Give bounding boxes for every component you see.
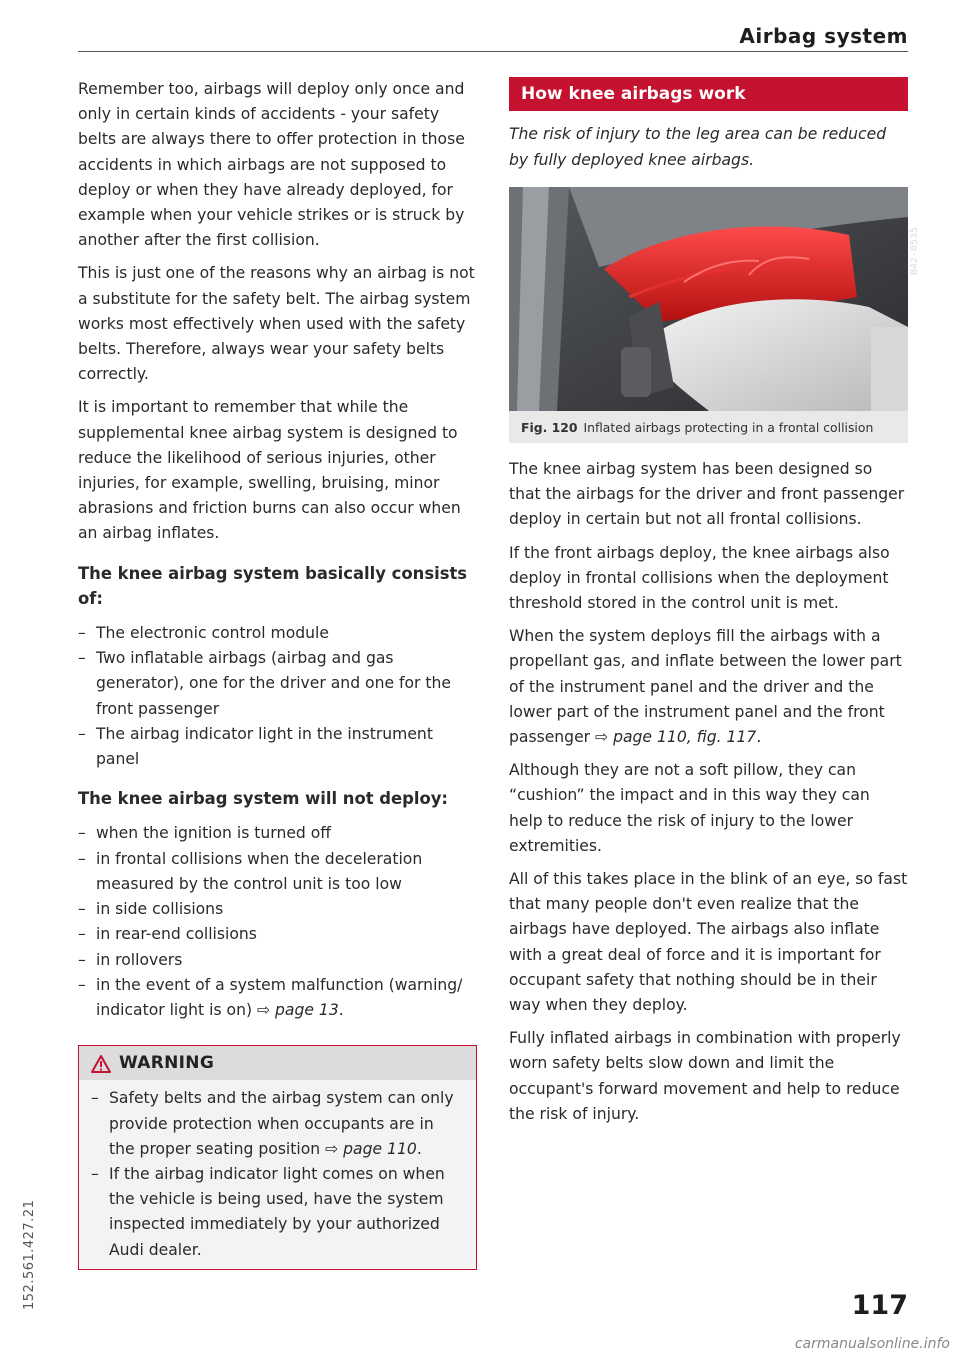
list-item: – in rear-end collisions <box>78 922 477 947</box>
caption-label: Fig. 120 <box>521 420 578 435</box>
warning-item: – If the airbag indicator light comes on when the vehicle is being used, have the system inspected immediately by your authorized Audi dealer. <box>91 1162 462 1263</box>
list-item-end: . <box>338 1000 344 1019</box>
list-item <box>78 973 477 1023</box>
paragraph: If the front airbags deploy, the knee airbags also deploy in frontal collisions when the deployment threshold stored in the control unit is met. <box>509 543 890 613</box>
warning-title: WARNING <box>119 1053 215 1074</box>
document-code: 152.561.427.21 <box>22 1199 37 1310</box>
paragraph <box>509 624 908 750</box>
paragraph: Fully inflated airbags in combination with properly worn safety belts slow down and limit the occupant's forward movement and help to reduce the risk of injury. <box>509 1029 901 1123</box>
page-reference-link[interactable]: ⇨ page 110, fig. 117 <box>595 728 757 747</box>
paragraph: It is important to remember that while the supplemental knee airbag system is designed to reduce the likelihood of serious injuries, other injuries, for example, swelling, bruising, minor abrasions and friction burns can also occur when an airbag inflates. <box>78 398 461 543</box>
list-item: – The electronic control module <box>78 621 477 646</box>
header-rule <box>78 51 908 52</box>
section-title: Airbag system <box>739 24 908 48</box>
non-deploy-list <box>78 821 477 1023</box>
warning-item-text: Safety belts and the airbag system can only provide protection when occupants are in the proper seating position <box>109 1089 454 1158</box>
list-item-text: in the event of a system malfunction (warning/ indicator light is on) <box>96 975 463 1019</box>
list-item: – in side collisions <box>78 897 477 922</box>
paragraph: Remember too, airbags will deploy only once and only in certain kinds of accidents - your safety belts are always there to offer protection in those accidents in which airbags are not supposed to deploy or when they have already deployed, for example when your vehicle strikes or is struck by another after the first collision. <box>78 80 465 250</box>
list-item: – Two inflatable airbags (airbag and gas generator), one for the driver and one for the front passenger <box>78 646 477 722</box>
figure-code: B42-0535 <box>909 227 920 276</box>
paragraph: All of this takes place in the blink of an eye, so fast that many people don't even realize that the airbags have deployed. The airbags also inflate with a great deal of force and it is important for occupant safety that nothing should be in their way when they deploy. <box>509 870 908 1015</box>
right-column <box>509 77 920 1135</box>
list-item: – The airbag indicator light in the instrument panel <box>78 722 477 772</box>
paragraph-end: . <box>756 728 762 747</box>
warning-item-end: . <box>416 1139 422 1158</box>
components-list <box>78 621 477 772</box>
paragraph: Although they are not a soft pillow, they can “cushion” the impact and in this way they can help to reduce the risk of injury to the lower extremities. <box>509 761 870 855</box>
lead-text: The risk of injury to the leg area can be reduced by fully deployed knee airbags. <box>509 125 887 169</box>
page-number: 117 <box>851 1290 908 1321</box>
paragraph: This is just one of the reasons why an airbag is not a substitute for the safety belt. The airbag system works most effectively when used with the safety belts. Therefore, always wear your safety belts correctly. <box>78 264 475 384</box>
paragraph-text: When the system deploys fill the airbags with a propellant gas, and inflate between the lower part of the instrument panel and the driver and the lower part of the instrument panel and the front passenger <box>509 627 902 747</box>
list-item: – in frontal collisions when the deceleration measured by the control unit is too low <box>78 847 477 897</box>
subheading-will-not-deploy: The knee airbag system will not deploy: <box>78 789 448 809</box>
caption-text: Inflated airbags protecting in a frontal collision <box>583 420 874 435</box>
knee-airbag-illustration <box>509 187 908 411</box>
subheading-consists-of: The knee airbag system basically consists of: <box>78 563 468 608</box>
warning-header <box>79 1046 476 1080</box>
figure-caption <box>509 411 908 443</box>
section-banner: How knee airbags work <box>509 77 908 111</box>
left-column <box>78 77 477 1270</box>
warning-triangle-icon <box>91 1055 111 1073</box>
warning-box <box>78 1045 477 1270</box>
list-item: – in rollovers <box>78 948 477 973</box>
warning-item <box>91 1086 462 1162</box>
watermark-site: carmanualsonline.info <box>794 1336 950 1352</box>
page-reference-link[interactable]: ⇨ page 13 <box>257 1000 339 1019</box>
paragraph: The knee airbag system has been designed so that the airbags for the driver and front passenger deploy in certain but not all frontal collisions. <box>509 460 905 529</box>
figure-knee-airbags <box>509 187 920 411</box>
list-item: – when the ignition is turned off <box>78 821 477 846</box>
page-reference-link[interactable]: ⇨ page 110 <box>325 1139 417 1158</box>
warning-list <box>79 1080 476 1268</box>
